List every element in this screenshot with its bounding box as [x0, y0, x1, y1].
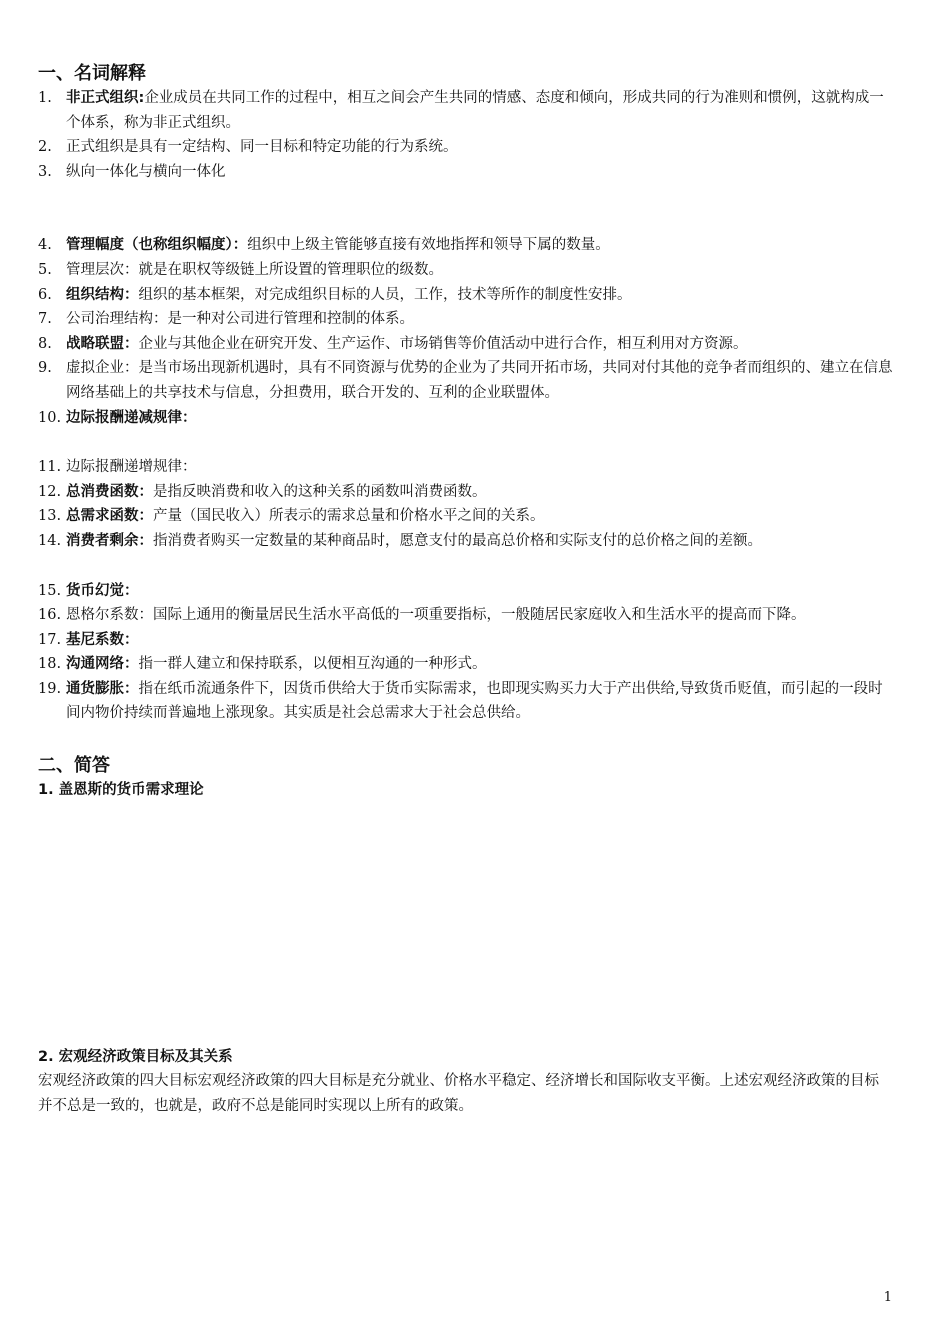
item-term: 边际报酬递减规律： [66, 409, 197, 426]
list-item [38, 356, 893, 405]
section2-title: 二、简答 [38, 755, 110, 777]
list-item [38, 529, 893, 554]
item-text: 边际报酬递增规律： [66, 459, 197, 476]
item-text: 产量（国民收入）所表示的需求总量和价格水平之间的关系。 [153, 508, 545, 525]
list-item [38, 504, 893, 529]
list-item [38, 258, 893, 283]
item-number: 1. [38, 90, 52, 106]
item-number: 11. [38, 459, 62, 476]
list-item [38, 135, 893, 160]
item-number: 19. [38, 680, 62, 697]
item-number: 6. [38, 286, 52, 303]
item-term: 沟通网络： [66, 656, 139, 673]
page-number: 1 [883, 1290, 892, 1305]
list-item [38, 455, 893, 480]
list-item [38, 283, 893, 308]
list-item [38, 406, 893, 431]
item-number: 18. [38, 656, 62, 673]
list-item [38, 579, 893, 604]
item-number: 17. [38, 631, 62, 648]
item-term: 基尼系数： [66, 631, 139, 648]
item-number: 7. [38, 311, 52, 328]
item-text: 企业成员在共同工作的过程中，相互之间会产生共同的情感、态度和倾向，形成共同的行为准则和惯例，这就构成一个体系，称为非正式组织。 [66, 90, 884, 131]
item-term: 非正式组织: [66, 90, 145, 106]
item-number: 9. [38, 360, 52, 377]
item-text: 企业与其他企业在研究开发、生产运作、市场销售等价值活动中进行合作，相互利用对方资源。 [138, 335, 748, 352]
item-term: 战略联盟： [66, 335, 139, 352]
list-item [38, 480, 893, 505]
item-text: 正式组织是具有一定结构、同一目标和特定功能的行为系统。 [66, 139, 458, 156]
item-text: 指一群人建立和保持联系，以便相互沟通的一种形式。 [138, 656, 487, 673]
question-2-heading: 2. 宏观经济政策目标及其关系 [38, 1049, 233, 1066]
question-1-heading: 1. 盖恩斯的货币需求理论 [38, 782, 204, 799]
item-term: 总需求函数： [66, 508, 153, 525]
list-item [38, 652, 893, 677]
item-term: 总消费函数： [66, 483, 153, 500]
document-page [38, 62, 893, 1119]
item-number: 16. [38, 607, 62, 624]
item-number: 13. [38, 508, 62, 525]
item-term: 管理幅度（也称组织幅度）： [66, 237, 248, 254]
item-text: 指消费者购买一定数量的某种商品时，愿意支付的最高总价格和实际支付的总价格之间的差额。 [153, 532, 762, 549]
item-number: 12. [38, 483, 62, 500]
item-text: 组织的基本框架，对完成组织目标的人员，工作，技术等所作的制度性安排。 [138, 286, 632, 303]
item-number: 2. [38, 139, 52, 156]
item-text: 纵向一体化与横向一体化 [66, 163, 226, 180]
list-item [38, 160, 893, 185]
item-number: 8. [38, 335, 52, 352]
item-text: 是指反映消费和收入的这种关系的函数叫消费函数。 [153, 483, 487, 500]
item-text: 组织中上级主管能够直接有效地指挥和领导下属的数量。 [247, 237, 610, 254]
list-item [38, 628, 893, 653]
item-text: 虚拟企业：是当市场出现新机遇时，具有不同资源与优势的企业为了共同开拓市场，共同对付其他的竞争者而组织的、建立在信息网络基础上的共享技术与信息，分担费用，联合开发的、互利的企业联盟体。 [66, 360, 893, 401]
item-text: 公司治理结构：是一种对公司进行管理和控制的体系。 [66, 311, 414, 328]
list-item [38, 307, 893, 332]
item-term: 通货膨胀： [66, 680, 139, 697]
item-text: 指在纸币流通条件下，因货币供给大于货币实际需求，也即现实购买力大于产出供给,导致货币贬值，而引起的一段时间内物价持续而普遍地上涨现象。其实质是社会总需求大于社会总供给。 [66, 680, 883, 722]
item-number: 10. [38, 409, 62, 426]
list-item [38, 86, 893, 135]
item-text: 恩格尔系数：国际上通用的衡量居民生活水平高低的一项重要指标，一般随居民家庭收入和生活水平的提高而下降。 [66, 607, 806, 624]
item-term: 组织结构： [66, 286, 139, 303]
item-number: 3. [38, 163, 52, 180]
item-number: 5. [38, 261, 52, 278]
item-number: 14. [38, 532, 62, 549]
item-number: 15. [38, 582, 62, 599]
list-item [38, 332, 893, 357]
item-text: 管理层次：就是在职权等级链上所设置的管理职位的级数。 [66, 261, 443, 278]
list-item [38, 677, 893, 726]
list-item [38, 233, 893, 258]
question-2-answer: 宏观经济政策的四大目标宏观经济政策的四大目标是充分就业、价格水平稳定、经济增长和国际收支平衡。上述宏观经济政策的目标并不总是一致的，也就是，政府不总是能同时实现以上所有的政策。 [38, 1073, 879, 1115]
list-item [38, 603, 893, 628]
section1-title: 一、名词解释 [38, 63, 146, 84]
item-number: 4. [38, 237, 52, 254]
item-term: 货币幻觉： [66, 582, 139, 599]
item-term: 消费者剩余： [66, 532, 153, 549]
